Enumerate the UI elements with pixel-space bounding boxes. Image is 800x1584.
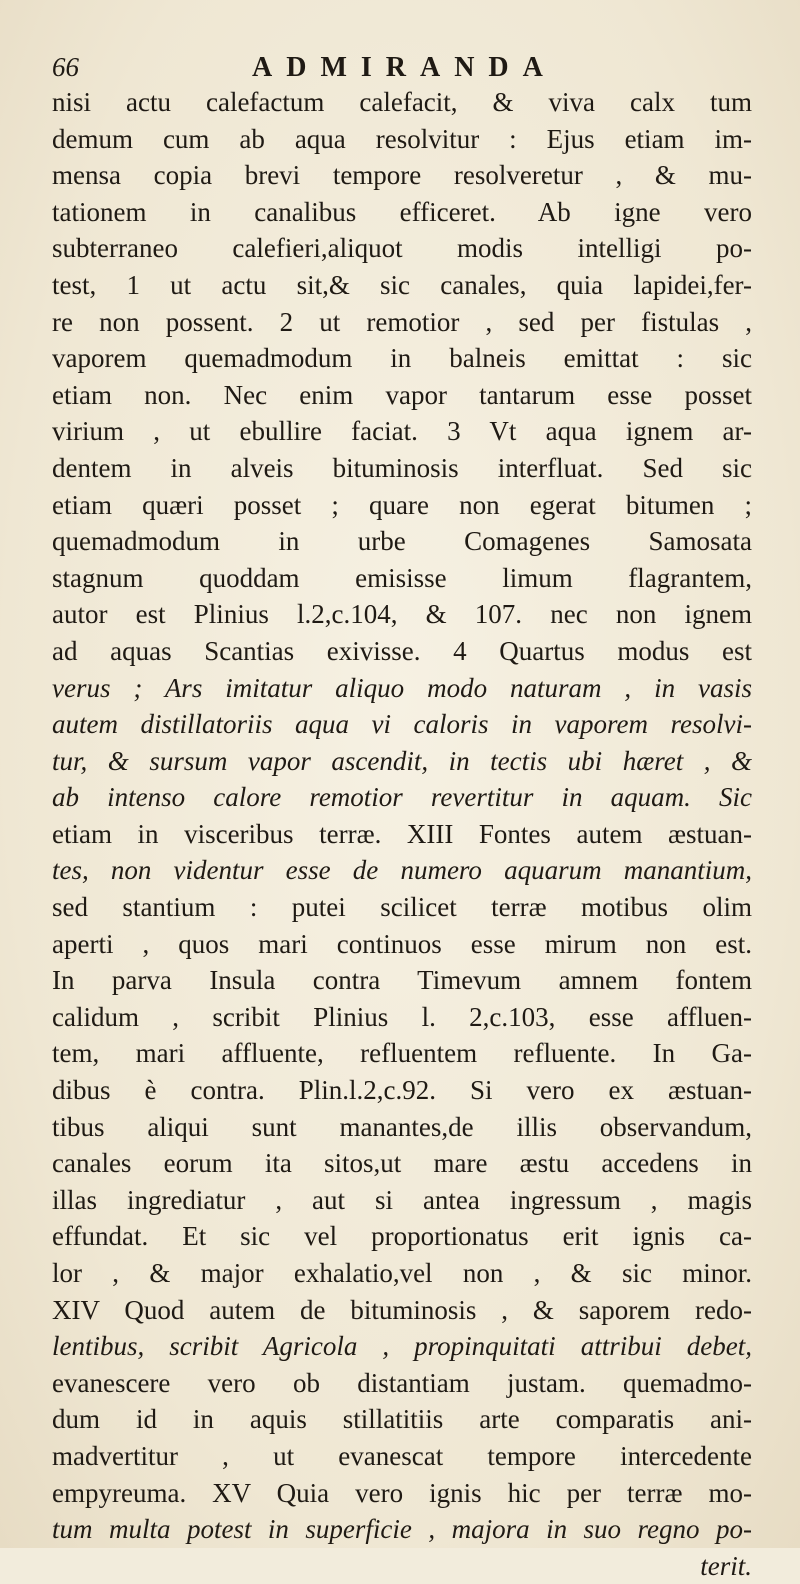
text-line: demum cum ab aqua resolvitur : Ejus etiam im- bbox=[52, 123, 752, 154]
text-line: tur, & sursum vapor ascendit, in tectis ubi hæret , & bbox=[52, 745, 752, 776]
text-line: XIV Quod autem de bituminosis , & saporem redo- bbox=[52, 1294, 752, 1325]
text-line: autem distillatoriis aqua vi caloris in vaporem resolvi- bbox=[52, 709, 752, 740]
text-line: autor est Plinius l.2,c.104, & 107. nec non ignem bbox=[52, 599, 752, 630]
text-line: ab intenso calore remotior revertitur in aquam. Sic bbox=[52, 782, 752, 813]
text-line: vaporem quemadmodum in balneis emittat : sic bbox=[52, 343, 752, 374]
text-line: effundat. Et sic vel proportionatus erit ignis ca- bbox=[52, 1221, 752, 1252]
text-line: tem, mari affluente, refluentem refluente. In Ga- bbox=[52, 1038, 752, 1069]
text-line: aperti , quos mari continuos esse mirum non est. bbox=[52, 928, 752, 959]
running-head: ADMIRANDA bbox=[252, 52, 557, 83]
text-line: lentibus, scribit Agricola , propinquitati attribui debet, bbox=[52, 1331, 752, 1362]
text-line: ad aquas Scantias exivisse. 4 Quartus modus est bbox=[52, 635, 752, 666]
text-line: terit. bbox=[700, 1550, 752, 1581]
text-line: tationem in canalibus efficeret. Ab igne vero bbox=[52, 196, 752, 227]
text-line: etiam in visceribus terræ. XIII Fontes autem æstuan- bbox=[52, 818, 752, 849]
text-line: canales eorum ita sitos,ut mare æstu accedens in bbox=[52, 1148, 752, 1179]
text-line: illas ingrediatur , aut si antea ingressum , magis bbox=[52, 1184, 752, 1215]
text-line: tes, non videntur esse de numero aquarum manantium, bbox=[52, 855, 752, 886]
text-line: madvertitur , ut evanescat tempore intercedente bbox=[52, 1440, 752, 1471]
text-line: re non possent. 2 ut remotior , sed per fistulas , bbox=[52, 306, 752, 337]
text-line: dentem in alveis bituminosis interfluat. Sed sic bbox=[52, 452, 752, 483]
text-line: tibus aliqui sunt manantes,de illis observandum, bbox=[52, 1111, 752, 1142]
text-line: verus ; Ars imitatur aliquo modo naturam , in vasis bbox=[52, 672, 752, 703]
text-block bbox=[52, 84, 752, 1584]
text-line: virium , ut ebullire faciat. 3 Vt aqua ignem ar- bbox=[52, 416, 752, 447]
text-line: nisi actu calefactum calefacit, & viva calx tum bbox=[52, 87, 752, 117]
page-number: 66 bbox=[52, 52, 79, 82]
text-line: dum id in aquis stillatitiis arte comparatis ani- bbox=[52, 1404, 752, 1435]
text-line: dibus è contra. Plin.l.2,c.92. Si vero ex æstuan- bbox=[52, 1075, 752, 1106]
text-line: etiam quæri posset ; quare non egerat bitumen ; bbox=[52, 489, 752, 520]
text-line: lor , & major exhalatio,vel non , & sic minor. bbox=[52, 1258, 752, 1288]
text-line: quemadmodum in urbe Comagenes Samosata bbox=[52, 526, 752, 557]
text-line: test, 1 ut actu sit,& sic canales, quia lapidei,fer- bbox=[52, 269, 752, 300]
text-line: etiam non. Nec enim vapor tantarum esse posset bbox=[52, 379, 752, 410]
text-line: empyreuma. XV Quia vero ignis hic per terræ mo- bbox=[52, 1477, 752, 1508]
text-line: mensa copia brevi tempore resolveretur , & mu- bbox=[52, 160, 752, 191]
text-line: stagnum quoddam emisisse limum flagrantem, bbox=[52, 562, 752, 593]
text-line: subterraneo calefieri,aliquot modis intelligi po- bbox=[52, 233, 752, 264]
text-line: evanescere vero ob distantiam justam. quemadmo- bbox=[52, 1367, 752, 1398]
text-line: calidum , scribit Plinius l. 2,c.103, esse affluen- bbox=[52, 1001, 752, 1032]
text-line: tum multa potest in superficie , majora in suo regno po- bbox=[52, 1514, 752, 1545]
text-line: sed stantium : putei scilicet terræ motibus olim bbox=[52, 892, 752, 923]
text-line: In parva Insula contra Timevum amnem fontem bbox=[52, 965, 752, 996]
